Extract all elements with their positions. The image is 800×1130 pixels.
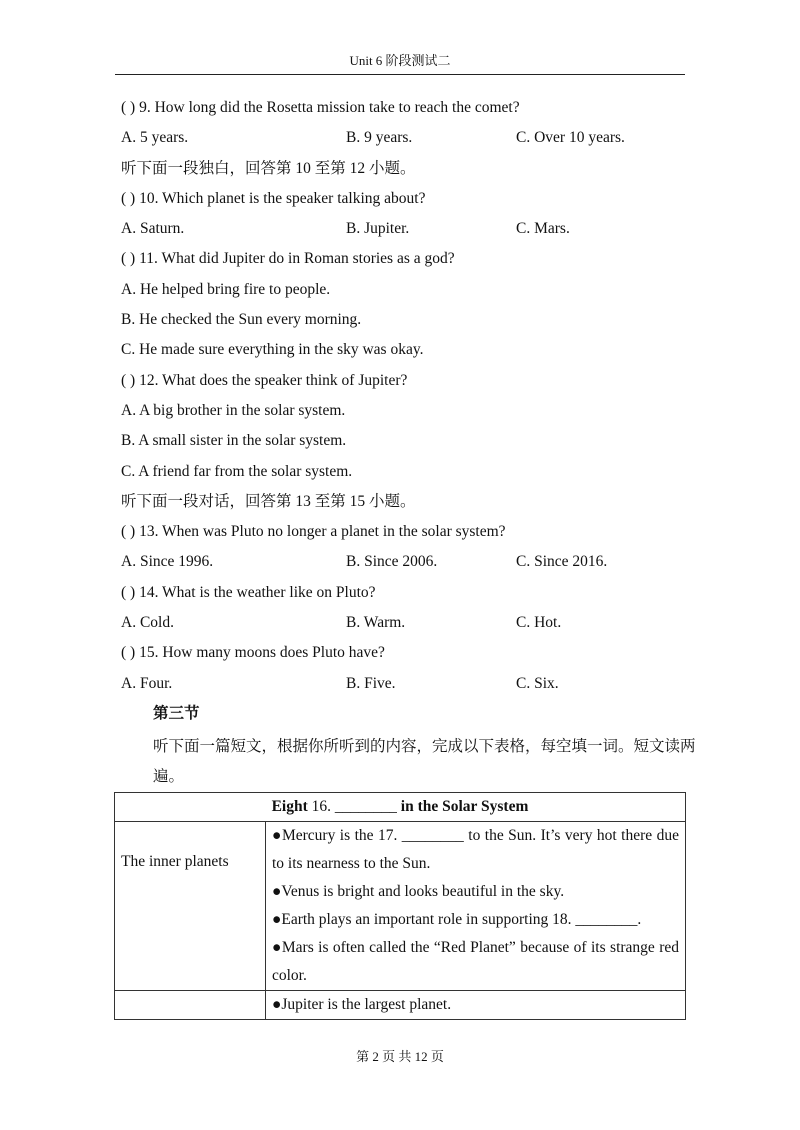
page-footer: 第 2 页 共 12 页 (356, 1049, 444, 1064)
option-a: A. Cold. (121, 614, 174, 632)
bullet-mercury: ●Mercury is the 17. ________ to the Sun. It’s very hot there due to its nearness to the Sun. (272, 827, 679, 872)
option-a: A. 5 years. (121, 129, 189, 147)
option-c: C. He made sure everything in the sky was okay. (121, 341, 424, 359)
planets-table (114, 792, 686, 1020)
question-15: ( ) 15. How many moons does Pluto have? (121, 644, 385, 662)
option-c: C. Since 2016. (516, 553, 608, 571)
option-a: A. Since 1996. (121, 553, 214, 571)
question-11: ( ) 11. What did Jupiter do in Roman stories as a god? (121, 250, 455, 268)
question-10-options (121, 217, 691, 247)
question-15-options (121, 672, 691, 702)
row-content (266, 991, 686, 1020)
question-13: ( ) 13. When was Pluto no longer a planet in the solar system? (121, 523, 506, 541)
option-b: B. A small sister in the solar system. (121, 432, 347, 450)
instruction-monologue: 听下面一段独白，回答第 10 至第 12 小题。 (121, 159, 416, 177)
table-title-bold: Eight (271, 798, 308, 815)
section-title: 第三节 (153, 704, 200, 722)
option-a: A. Four. (121, 674, 173, 692)
row-content (266, 822, 686, 991)
table-title-rest: in the Solar System (400, 798, 529, 815)
option-c: C. Hot. (516, 614, 562, 632)
question-14: ( ) 14. What is the weather like on Pluto? (121, 583, 376, 601)
question-13-options (121, 550, 691, 580)
question-10: ( ) 10. Which planet is the speaker talking about? (121, 189, 426, 207)
table-row (115, 822, 686, 991)
page-header: Unit 6 阶段测试二 (115, 52, 685, 75)
row-label (115, 991, 266, 1020)
option-a: A. He helped bring fire to people. (121, 280, 331, 298)
bullet-jupiter: ●Jupiter is the largest planet. (272, 996, 452, 1013)
bullet-earth: ●Earth plays an important role in supporting 18. ________. (272, 911, 642, 928)
option-b: B. He checked the Sun every morning. (121, 311, 362, 329)
table-header-row (115, 793, 686, 822)
option-c: C. A friend far from the solar system. (121, 462, 353, 480)
option-c: C. Six. (516, 674, 559, 692)
table-row (115, 991, 686, 1020)
question-list (121, 96, 696, 792)
option-b: B. Five. (346, 674, 396, 692)
option-b: B. Jupiter. (346, 220, 410, 238)
option-a: A. A big brother in the solar system. (121, 401, 346, 419)
question-12: ( ) 12. What does the speaker think of Jupiter? (121, 371, 408, 389)
section-instruction: 听下面一篇短文，根据你所听到的内容，完成以下表格，每空填一词。短文读两遍。 (153, 738, 696, 786)
option-c: C. Mars. (516, 220, 570, 238)
bullet-venus: ●Venus is bright and looks beautiful in the sky. (272, 883, 565, 900)
option-a: A. Saturn. (121, 220, 185, 238)
option-c: C. Over 10 years. (516, 129, 625, 147)
question-9: ( ) 9. How long did the Rosetta mission take to reach the comet? (121, 99, 520, 116)
option-b: B. Since 2006. (346, 553, 438, 571)
table-title-blank: 16. ________ (307, 798, 401, 815)
row-label: The inner planets (115, 822, 266, 991)
table-title (115, 793, 686, 822)
question-9-options (121, 126, 691, 156)
instruction-dialogue: 听下面一段对话，回答第 13 至第 15 小题。 (121, 492, 416, 510)
question-14-options (121, 611, 691, 641)
option-b: B. 9 years. (346, 129, 413, 147)
option-b: B. Warm. (346, 614, 406, 632)
bullet-mars: ●Mars is often called the “Red Planet” because of its strange red color. (272, 939, 679, 984)
